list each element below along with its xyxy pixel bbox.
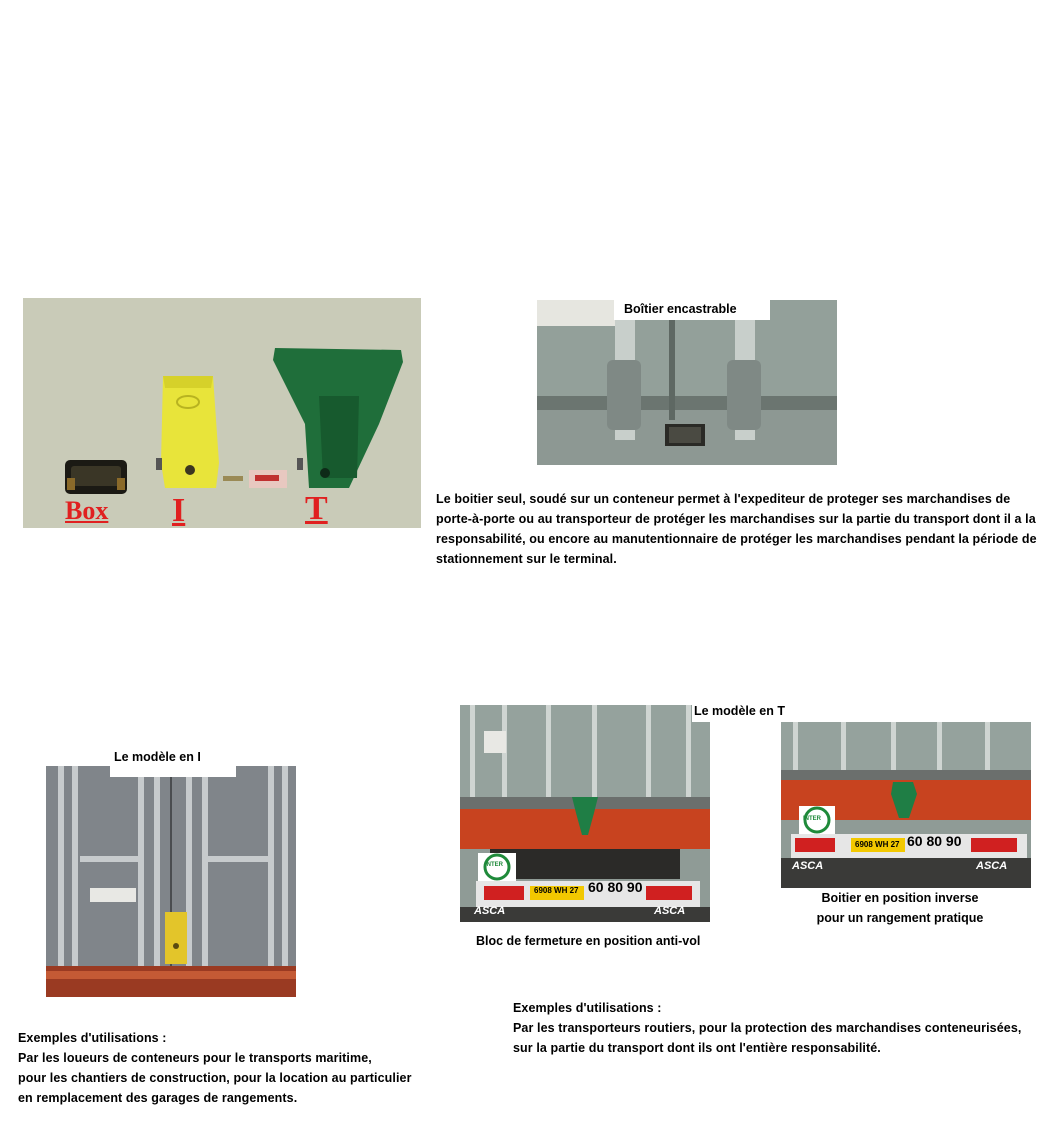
modele-t-examples	[513, 998, 1043, 1058]
inverse-caption-line: pour un rangement pratique	[816, 911, 984, 925]
modele-i-photo	[46, 766, 296, 997]
modele-t-caption: Le modèle en T	[692, 702, 786, 722]
boitier-line: responsabilité, ou encore au manutentionnaire de protéger les marchandises pendant la période de	[436, 532, 1037, 546]
examples-heading: Exemples d'utilisations :	[513, 1001, 662, 1015]
boitier-line: Le boitier seul, soudé sur un conteneur permet à l'expediteur de proteger ses marchandises de	[436, 492, 1011, 506]
boitier-line: porte-à-porte ou au transporteur de protéger les marchandises sur la partie du transport dont il a la	[436, 512, 1036, 526]
modele-t-antivol-code: 60 80 90	[588, 879, 643, 895]
label-t: T	[305, 490, 328, 527]
modele-t-antivol-caption: Bloc de fermeture en position anti-vol	[476, 934, 701, 948]
examples-line: sur la partie du transport dont ils ont l'entière responsabilité.	[513, 1041, 881, 1055]
modele-t-inverse-badge: INTER	[803, 816, 821, 822]
boitier-caption: Boîtier encastrable	[614, 300, 770, 320]
modele-t-inverse-code: 60 80 90	[907, 833, 962, 849]
modele-i-caption: Le modèle en I	[110, 747, 236, 777]
modele-t-inverse-brand-2: ASCA	[976, 860, 1008, 872]
modele-t-antivol-badge: INTER	[485, 862, 503, 868]
boitier-description	[436, 489, 1046, 569]
products-photo	[23, 298, 421, 528]
modele-t-antivol-plate: 6908 WH 27	[534, 886, 579, 895]
modele-t-antivol-brand: ASCA	[474, 905, 506, 917]
modele-t-inverse-caption	[800, 888, 1000, 928]
examples-line: en remplacement des garages de rangements.	[18, 1091, 298, 1105]
examples-line: pour les chantiers de construction, pour la location au particulier	[18, 1071, 412, 1085]
modele-i-examples	[18, 1028, 438, 1108]
label-box: Box	[65, 496, 109, 525]
label-i: I	[172, 492, 186, 529]
inverse-caption-line: Boitier en position inverse	[821, 891, 979, 905]
modele-t-antivol-brand-2: ASCA	[654, 905, 686, 917]
modele-t-inverse-brand: ASCA	[792, 860, 824, 872]
examples-line: Par les transporteurs routiers, pour la protection des marchandises conteneurisées,	[513, 1021, 1022, 1035]
examples-line: Par les loueurs de conteneurs pour le transports maritime,	[18, 1051, 372, 1065]
boitier-line: stationnement sur le terminal.	[436, 552, 617, 566]
boitier-photo	[537, 300, 837, 465]
examples-heading: Exemples d'utilisations :	[18, 1031, 167, 1045]
modele-t-antivol-photo	[460, 705, 710, 922]
modele-t-inverse-plate: 6908 WH 27	[855, 840, 900, 849]
